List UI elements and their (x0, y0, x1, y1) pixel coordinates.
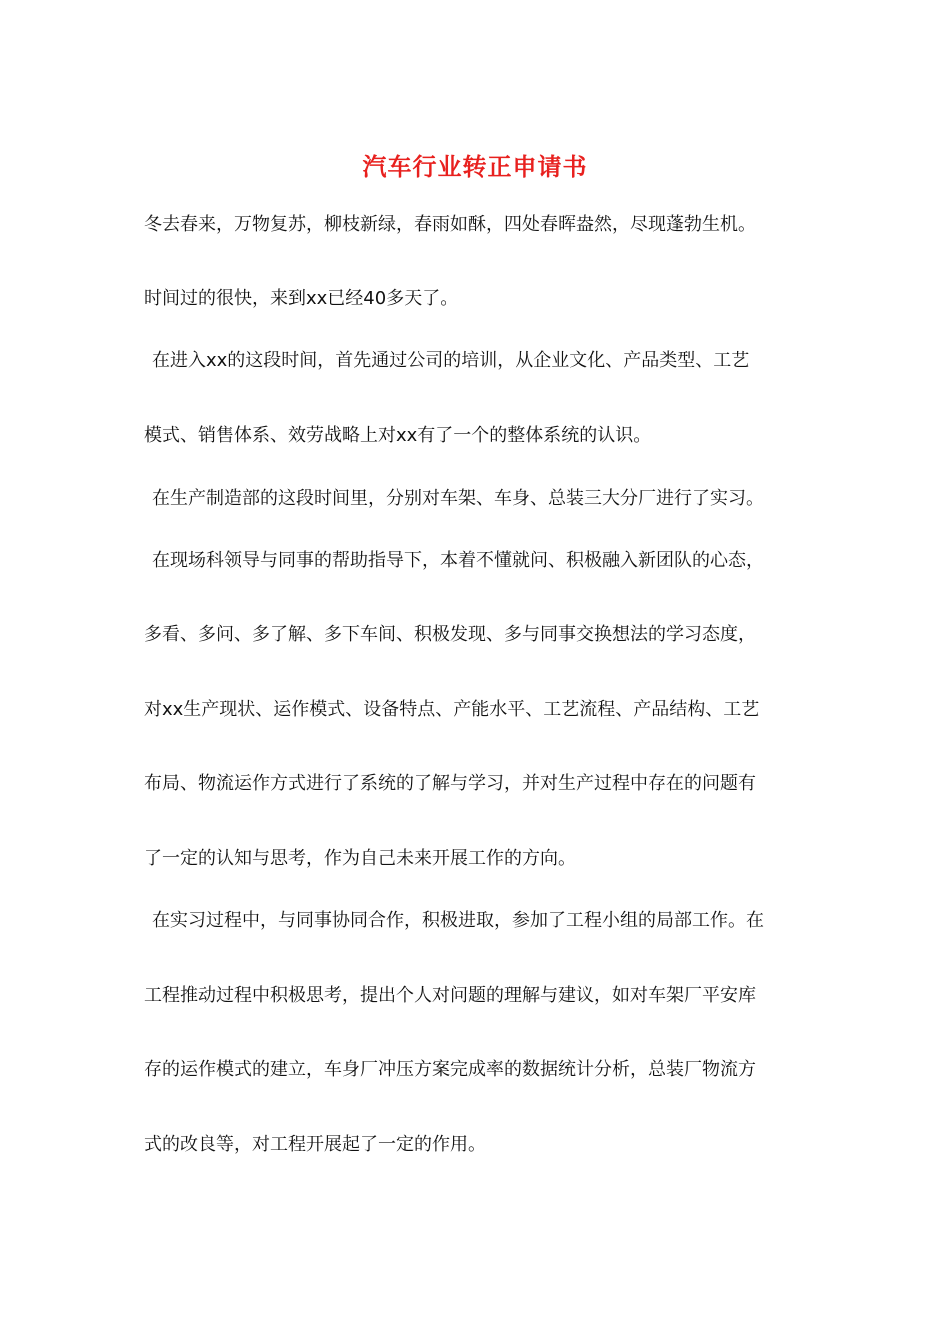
paragraph-line: 模式、销售体系、效劳战略上对xx有了一个的整体系统的认识。 (144, 425, 652, 446)
paragraph-line: 式的改良等，对工程开展起了一定的作用。 (144, 1134, 486, 1155)
paragraph-line: 冬去春来，万物复苏，柳枝新绿，春雨如酥，四处春晖盎然，尽现蓬勃生机。 (144, 214, 756, 235)
paragraph-line: 了一定的认知与思考，作为自己未来开展工作的方向。 (144, 848, 576, 869)
paragraph-line: 时间过的很快，来到xx已经40多天了。 (144, 288, 459, 309)
paragraph-line: 工程推动过程中积极思考，提出个人对问题的理解与建议，如对车架厂平安库 (144, 985, 756, 1006)
paragraph-line: 多看、多问、多了解、多下车间、积极发现、多与同事交换想法的学习态度， (144, 624, 756, 645)
paragraph-line: 对xx生产现状、运作模式、设备特点、产能水平、工艺流程、产品结构、工艺 (144, 699, 760, 720)
paragraph-line: 在生产制造部的这段时间里，分别对车架、车身、总装三大分厂进行了实习。 (152, 488, 764, 509)
paragraph-line: 布局、物流运作方式进行了系统的了解与学习，并对生产过程中存在的问题有 (144, 773, 756, 794)
document-title: 汽车行业转正申请书 (362, 152, 588, 181)
paragraph-line: 在实习过程中，与同事协同合作，积极进取，参加了工程小组的局部工作。在 (152, 910, 764, 931)
paragraph-line: 存的运作模式的建立，车身厂冲压方案完成率的数据统计分析，总装厂物流方 (144, 1059, 756, 1080)
paragraph-line: 在现场科领导与同事的帮助指导下，本着不懂就问、积极融入新团队的心态， (152, 550, 764, 571)
paragraph-line: 在进入xx的这段时间，首先通过公司的培训，从企业文化、产品类型、工艺 (152, 350, 750, 371)
